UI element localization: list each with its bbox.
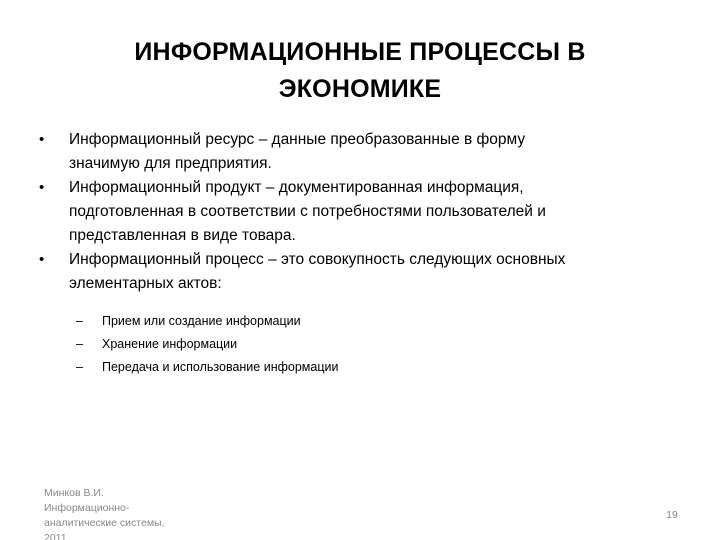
bullet-text-line: значимую для предприятия.	[69, 155, 272, 172]
footer-author	[44, 486, 194, 540]
bullet-text-line: подготовленная в соответствии с потребностями пользователей и	[69, 203, 546, 220]
sub-item-text: Прием или создание информации	[102, 314, 301, 328]
footer-line: Минков В.И.	[44, 487, 104, 499]
bullet-marker: •	[39, 179, 45, 196]
footer-line: Информационно-	[44, 502, 130, 514]
sub-marker: –	[76, 337, 83, 351]
bullet-marker: •	[39, 131, 45, 148]
sub-item-text: Передача и использование информации	[102, 360, 339, 374]
sub-item-receive	[76, 310, 636, 333]
bullet-text-line: представленная в виде товара.	[69, 227, 296, 244]
bullet-item-resource	[38, 128, 678, 176]
sub-bullet-list	[76, 310, 636, 379]
bullet-item-process	[38, 248, 678, 296]
sub-marker: –	[76, 314, 83, 328]
sub-marker: –	[76, 360, 83, 374]
slide-title-line-2: ЭКОНОМИКЕ	[278, 75, 442, 103]
bullet-text-line: элементарных актов:	[69, 275, 222, 292]
bullet-list	[38, 128, 678, 296]
footer-line: 2011	[44, 532, 67, 540]
slide-title	[60, 34, 660, 108]
sub-item-storage	[76, 333, 636, 356]
bullet-item-product	[38, 176, 678, 248]
footer-line: аналитические системы,	[44, 517, 165, 529]
slide-title-line-1: ИНФОРМАЦИОННЫЕ ПРОЦЕССЫ В	[134, 38, 586, 66]
sub-item-transfer	[76, 356, 636, 379]
sub-item-text: Хранение информации	[102, 337, 238, 351]
bullet-text-line: Информационный процесс – это совокупность следующих основных	[69, 251, 566, 268]
bullet-marker: •	[39, 251, 45, 268]
page-number: 19	[666, 509, 678, 521]
bullet-text-line: Информационный ресурс – данные преобразованные в форму	[69, 131, 526, 148]
bullet-text-line: Информационный продукт – документированная информация,	[69, 179, 524, 196]
